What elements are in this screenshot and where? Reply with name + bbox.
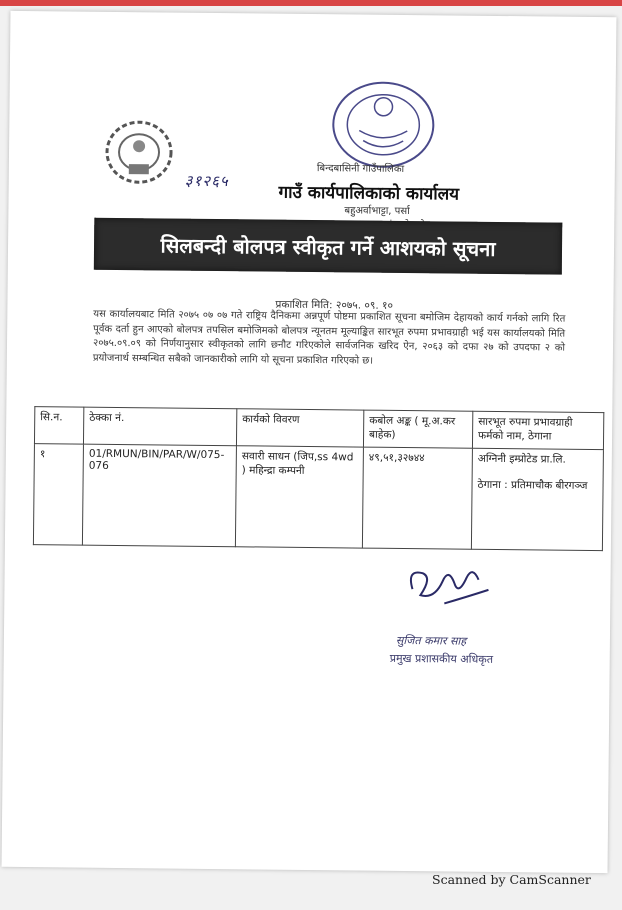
signature-scribble — [404, 559, 495, 616]
emblem-seal-left — [101, 116, 178, 189]
col-header-bid-amount: कबोल अङ्क ( मू.अ.कर बाहेक) — [363, 410, 472, 448]
table-row — [33, 444, 603, 551]
office-title: गाउँ कार्यपालिकाको कार्यालय — [278, 182, 460, 205]
scanner-watermark: Scanned by CamScanner — [432, 872, 591, 887]
municipality-name: बिन्दबासिनी गाउँपालिका — [316, 163, 405, 175]
firm-address: ठेगाना : प्रतिमाचौक बीरगञ्ज — [477, 478, 588, 492]
col-header-contract-no: ठेक्का नं. — [83, 407, 236, 446]
notice-title: सिलबन्दी बोलपत्र स्वीकृत गर्ने आशयको सूचना — [160, 232, 496, 261]
top-edge-bar — [0, 0, 622, 6]
cell-description: सवारी साधन (जिप,ss 4wd ) महिन्द्रा कम्पनी — [235, 446, 363, 548]
col-header-sn: सि.न. — [34, 407, 83, 445]
cell-contract-no: 01/RMUN/BIN/PAR/W/075-076 — [82, 444, 236, 547]
notice-title-banner — [94, 218, 563, 275]
signatory-title: प्रमुख प्रशासकीय अधिकृत — [389, 651, 494, 666]
office-stamp-seal — [329, 78, 438, 171]
table-header-row — [34, 407, 603, 450]
contract-table — [33, 406, 604, 551]
handwritten-ref-number: ३१२६५ — [184, 171, 229, 191]
document-page — [2, 11, 617, 873]
signatory-name: सुजित कमार साह — [395, 633, 467, 648]
col-header-firm: सारभूत रुपमा प्रभावग्राही फर्मको नाम, ठेगाना — [472, 411, 603, 449]
cell-sn: १ — [33, 444, 83, 546]
office-location: बहुअर्वाभाट्टा, पर्सा — [344, 205, 410, 218]
cell-firm — [471, 448, 603, 550]
publish-date: प्रकाशित मिति: २०७५. ०९. १० — [275, 298, 394, 312]
notice-body-text: यस कार्यालयबाट मिति २०७५ ०७ ०७ गते राष्ट्रिय दैनिकमा अन्नपूर्ण पोष्टमा प्रकाशित सूचना बमोजिम देहायको कार्य गर्नको लागि रित पूर्वक दर्ता हुन आएको बोलपत्र तपसिल बमोजिमको बोलपत्र न्यूनतम मूल्याङ्कित सारभूत रुपमा प्रभावग्राही भई यस कार्यालयको मिति २०७५.०९.०९ को निर्णयानुसार स्वीकृतको लागि छनौट गरिएकोले सार्वजनिक खरिद ऐन, २०६३ को दफा २७ को उपदफा २ को प्रयोजनार्थ सम्बन्धित सबैको जानकारीको लागि यो सूचना प्रकाशित गरिएको छ। — [92, 308, 566, 367]
cell-bid-amount: ४९,५१,३२७४४ — [362, 447, 472, 549]
firm-name: अग्निनी इम्प्रोटेड प्रा.लि. — [477, 452, 566, 466]
col-header-description: कार्यको विवरण — [236, 409, 363, 447]
